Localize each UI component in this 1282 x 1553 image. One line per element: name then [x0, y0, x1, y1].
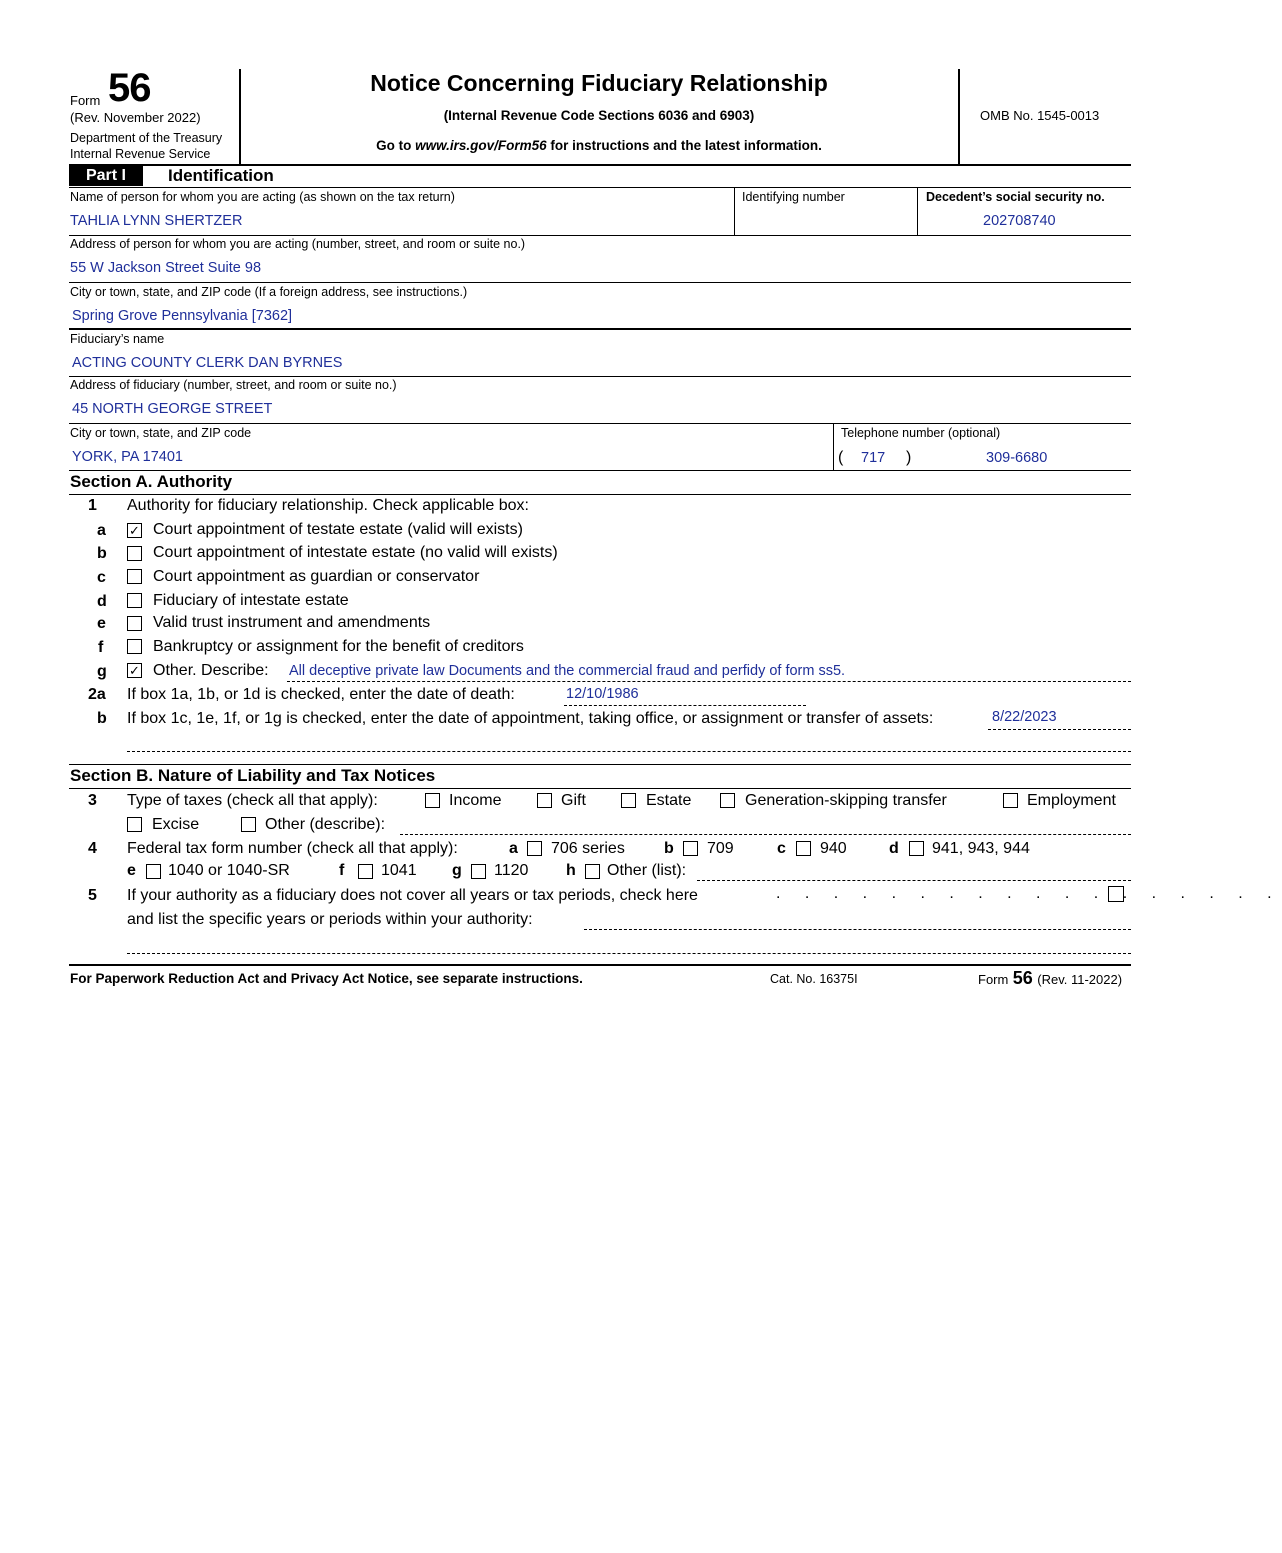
checkbox-941[interactable] [909, 841, 924, 856]
checkbox-employment[interactable] [1003, 793, 1018, 808]
form-revision: (Rev. November 2022) [70, 110, 201, 125]
form-other-line [697, 880, 1131, 881]
checkbox-1040[interactable] [146, 864, 161, 879]
header-divider-right [958, 69, 960, 165]
form-subtitle: (Internal Revenue Code Sections 6036 and 6903) [443, 108, 755, 123]
part1-rule [69, 187, 1131, 188]
instructions-prefix: Go to [376, 138, 416, 153]
checkbox-1e[interactable] [127, 616, 142, 631]
section-b-title: Section B. Nature of Liability and Tax Notices [70, 766, 436, 785]
other-describe-line [287, 681, 1131, 682]
footer-form-word: Form [978, 972, 1009, 987]
date-of-appointment-field[interactable]: 8/22/2023 [992, 709, 1057, 725]
checkbox-1120[interactable] [471, 864, 486, 879]
form-g-letter: g [452, 862, 462, 879]
footer-form-id [978, 968, 1122, 989]
row5-rule [69, 423, 1131, 424]
item2b-continuation-line [127, 751, 1131, 752]
form-940-label: 940 [820, 840, 847, 857]
fiduciary-name-label: Fiduciary’s name [70, 332, 165, 346]
item2a-text: If box 1a, 1b, or 1d is checked, enter the date of death: [127, 686, 515, 703]
estate-label: Estate [646, 792, 692, 809]
paperwork-notice: For Paperwork Reduction Act and Privacy Act Notice, see separate instructions. [70, 971, 583, 986]
item1-number: 1 [88, 497, 97, 514]
section-b-top-rule [69, 764, 1131, 765]
item5-periods-line [584, 929, 1131, 930]
other-tax-line [400, 834, 1131, 835]
item1d-text: Fiduciary of intestate estate [153, 592, 349, 609]
form-e-letter: e [127, 862, 136, 879]
department-line1: Department of the Treasury [70, 131, 223, 145]
fiduciary-address-label: Address of fiduciary (number, street, and room or suite no.) [70, 378, 397, 392]
date-of-death-line [564, 705, 806, 706]
checkbox-gst[interactable] [720, 793, 735, 808]
ssn-field[interactable]: 202708740 [983, 213, 1056, 229]
form-709-label: 709 [707, 840, 734, 857]
city-phone-divider [833, 423, 834, 470]
section-a-title: Section A. Authority [70, 472, 233, 491]
phone-close-paren: ) [906, 449, 912, 466]
catalog-number: Cat. No. 16375I [770, 972, 858, 986]
item1f-text: Bankruptcy or assignment for the benefit of creditors [153, 638, 524, 655]
name-id-divider [734, 187, 735, 236]
checkbox-706[interactable] [527, 841, 542, 856]
instructions-suffix: for instructions and the latest information. [546, 138, 822, 153]
address-field[interactable]: 55 W Jackson Street Suite 98 [70, 260, 262, 276]
checkbox-1041[interactable] [358, 864, 373, 879]
item1e-letter: e [97, 615, 106, 632]
part1-title: Identification [168, 166, 274, 185]
income-label: Income [449, 792, 502, 809]
item5-leader-dots: . . . . . . . . . . . . . . . . . . [776, 885, 1282, 902]
item1b-text: Court appointment of intestate estate (no valid will exists) [153, 544, 558, 561]
item1a-letter: a [97, 522, 106, 539]
form-f-letter: f [339, 862, 345, 879]
id-ssn-divider [917, 187, 918, 236]
name-label: Name of person for whom you are acting (as shown on the tax return) [70, 190, 455, 204]
item1c-text: Court appointment as guardian or conservator [153, 568, 480, 585]
fiduciary-city-field[interactable]: YORK, PA 17401 [72, 449, 183, 465]
form-d-letter: d [889, 840, 899, 857]
form-b-letter: b [664, 840, 674, 857]
employment-label: Employment [1027, 792, 1116, 809]
gst-label: Generation-skipping transfer [745, 792, 947, 809]
checkbox-income[interactable] [425, 793, 440, 808]
row1-rule [69, 235, 1131, 236]
form-941-label: 941, 943, 944 [932, 840, 1030, 857]
row2-rule [69, 282, 1131, 283]
irs-link[interactable]: www.irs.gov/Form56 [415, 138, 547, 153]
footer-form-number: 56 [1012, 968, 1033, 988]
form-1040-label: 1040 or 1040-SR [168, 862, 290, 879]
item1b-letter: b [97, 545, 107, 562]
excise-label: Excise [152, 816, 200, 833]
checkbox-1f[interactable] [127, 639, 142, 654]
checkbox-940[interactable] [796, 841, 811, 856]
form-a-letter: a [509, 840, 518, 857]
instructions-line [240, 138, 958, 153]
item1a-text: Court appointment of testate estate (valid will exists) [153, 521, 523, 538]
checkbox-gift[interactable] [537, 793, 552, 808]
form-label [70, 92, 100, 110]
checkbox-1g[interactable]: ✓ [127, 663, 142, 678]
footer-form-rev: (Rev. 11-2022) [1037, 972, 1123, 987]
item1g-text: Other. Describe: [153, 662, 269, 679]
item4-number: 4 [88, 840, 97, 857]
item5-continuation-line [127, 953, 1131, 954]
form-word: Form [70, 93, 101, 108]
checkbox-excise[interactable] [127, 817, 142, 832]
checkbox-other-form[interactable] [585, 864, 600, 879]
form-c-letter: c [777, 840, 786, 857]
address-label: Address of person for whom you are acting (number, street, and room or suite no.) [70, 237, 526, 251]
item3-text: Type of taxes (check all that apply): [127, 792, 378, 809]
omb-number: OMB No. 1545-0013 [980, 108, 1100, 123]
item1e-text: Valid trust instrument and amendments [153, 614, 431, 631]
item5-text: If your authority as a fiduciary does not cover all years or tax periods, check here [127, 887, 698, 904]
identifying-number-label: Identifying number [742, 190, 845, 204]
form-number: 56 [108, 66, 151, 110]
form-other-label: Other (list): [607, 862, 687, 879]
checkbox-709[interactable] [683, 841, 698, 856]
department-line2: Internal Revenue Service [70, 147, 211, 161]
part1-label: Part I [69, 166, 143, 186]
item1c-letter: c [97, 569, 106, 586]
footer-rule [69, 964, 1131, 966]
other-tax-label: Other (describe): [265, 816, 386, 833]
item1-text: Authority for fiduciary relationship. Check applicable box: [127, 497, 529, 514]
form-706-label: 706 series [551, 840, 625, 857]
row3-rule [69, 328, 1131, 330]
item1g-letter: g [97, 663, 107, 680]
phone-open-paren: ( [838, 449, 844, 466]
city-label: City or town, state, and ZIP code (If a foreign address, see instructions.) [70, 285, 468, 299]
fiduciary-address-field[interactable]: 45 NORTH GEORGE STREET [72, 401, 273, 417]
date-of-death-field[interactable]: 12/10/1986 [566, 686, 639, 702]
checkbox-1a[interactable]: ✓ [127, 523, 142, 538]
gift-label: Gift [561, 792, 586, 809]
ssn-label: Decedent’s social security no. [926, 190, 1105, 204]
fiduciary-city-label: City or town, state, and ZIP code [70, 426, 252, 440]
section-b-rule [69, 788, 1131, 789]
item2a-number: 2a [88, 686, 106, 703]
item4-text: Federal tax form number (check all that apply): [127, 840, 458, 857]
phone-label: Telephone number (optional) [841, 426, 1001, 440]
other-describe-field[interactable]: All deceptive private law Documents and the commercial fraud and perfidy of form ss5. [289, 663, 846, 679]
form-h-letter: h [566, 862, 576, 879]
fiduciary-name-field[interactable]: ACTING COUNTY CLERK DAN BYRNES [72, 355, 343, 371]
item1f-letter: f [98, 639, 104, 656]
form-1041-label: 1041 [381, 862, 417, 879]
item2b-text: If box 1c, 1e, 1f, or 1g is checked, enter the date of appointment, taking office, or assignment or transfer of assets: [127, 710, 934, 727]
form-title: Notice Concerning Fiduciary Relationship [370, 70, 828, 96]
item3-number: 3 [88, 792, 97, 809]
row6-rule [69, 470, 1131, 471]
checkbox-estate[interactable] [621, 793, 636, 808]
checkbox-1c[interactable] [127, 569, 142, 584]
form-1120-label: 1120 [494, 862, 529, 879]
item5-text2: and list the specific years or periods within your authority: [127, 911, 533, 928]
section-a-rule [69, 494, 1131, 495]
city-field[interactable]: Spring Grove Pennsylvania [7362] [72, 308, 293, 324]
date-of-appointment-line [988, 729, 1131, 730]
checkbox-1d[interactable] [127, 593, 142, 608]
item1d-letter: d [97, 593, 107, 610]
name-field[interactable]: TAHLIA LYNN SHERTZER [70, 213, 243, 229]
checkbox-1b[interactable] [127, 546, 142, 561]
checkbox-item5[interactable] [1108, 886, 1124, 902]
phone-number-field[interactable]: 309-6680 [986, 450, 1048, 466]
item5-number: 5 [88, 887, 97, 904]
item2b-letter: b [97, 710, 107, 727]
phone-area-field[interactable]: 717 [861, 450, 886, 466]
row4-rule [69, 376, 1131, 377]
checkbox-other-tax[interactable] [241, 817, 256, 832]
